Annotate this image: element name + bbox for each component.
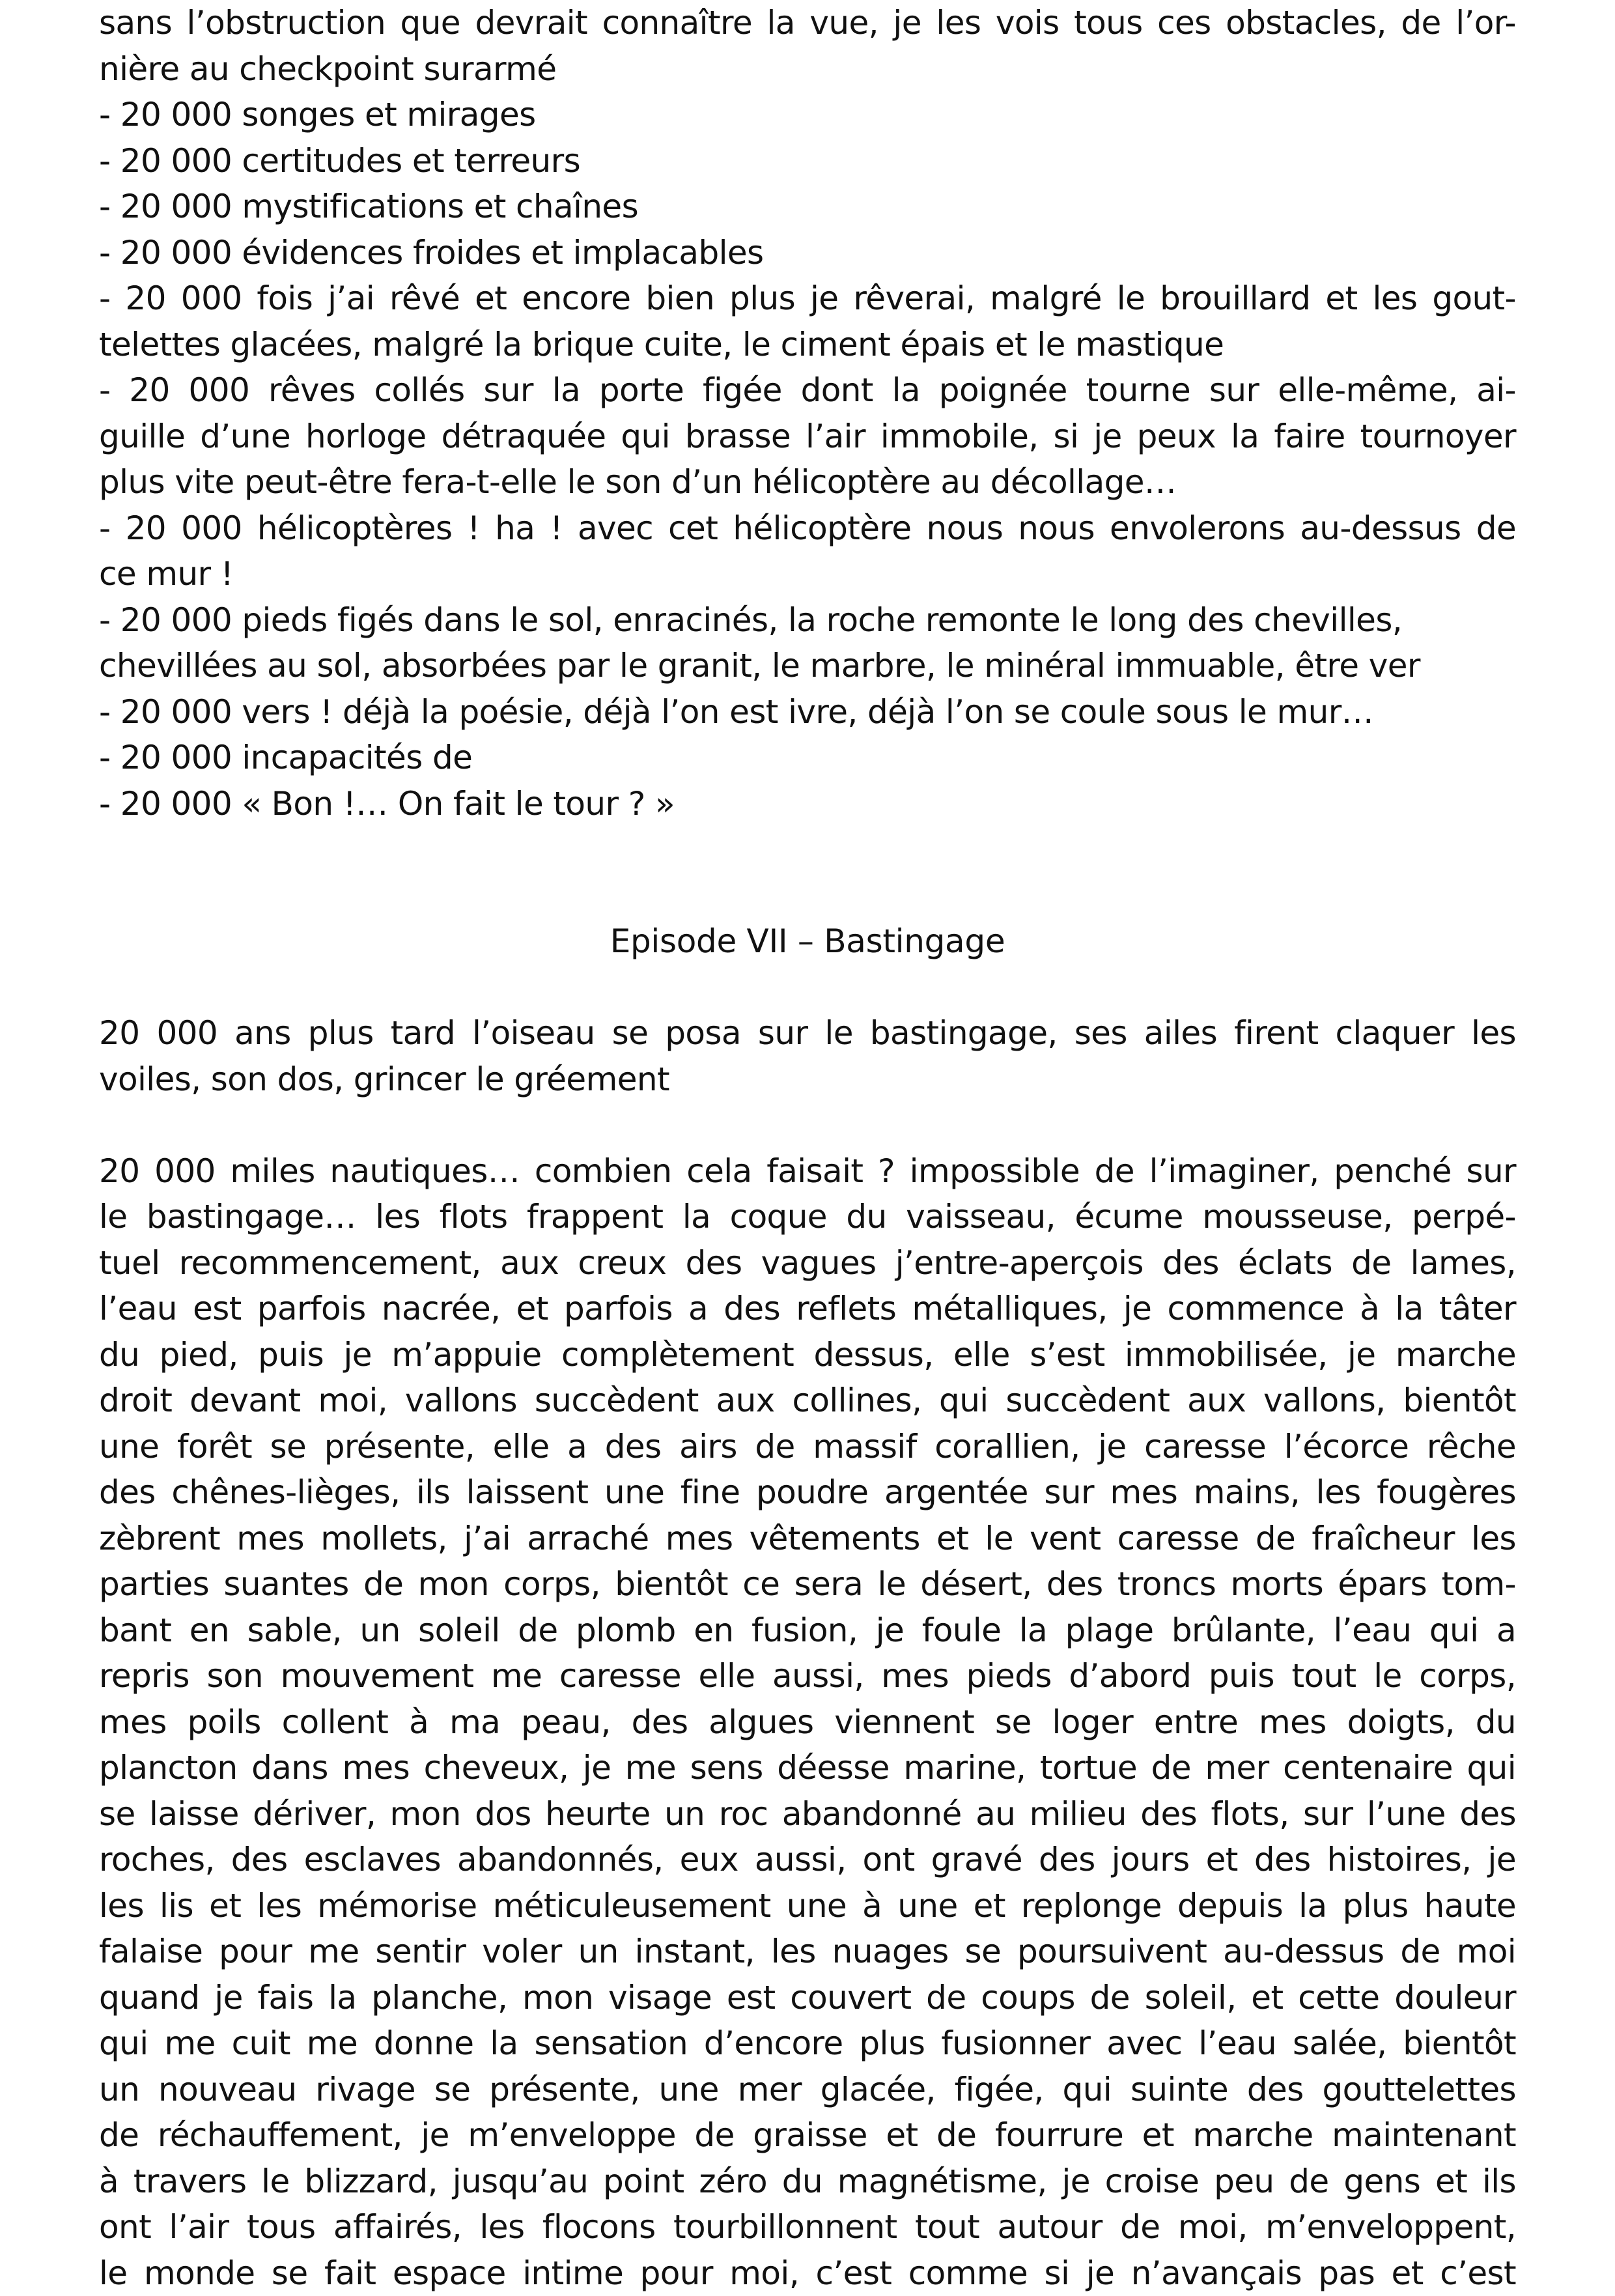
text-line: plancton dans mes cheveux, je me sens déesse marine, tortue de mer centenaire qui — [99, 1745, 1516, 1791]
text-line: guille d’une horloge détraquée qui brasse l’air immobile, si je peux la faire tournoyer — [99, 414, 1516, 460]
paragraph-spacer — [99, 1102, 1516, 1148]
paragraph-1 — [99, 1010, 1516, 1102]
text-line: sans l’obstruction que devrait connaître la vue, je les vois tous ces obstacles, de l’or- — [99, 0, 1516, 46]
text-line: roches, des esclaves abandonnés, eux aussi, ont gravé des jours et des histoires, je — [99, 1837, 1516, 1883]
list-line: - 20 000 vers ! déjà la poésie, déjà l’on est ivre, déjà l’on se coule sous le mur… — [99, 689, 1516, 735]
list-line: - 20 000 incapacités de — [99, 735, 1516, 781]
text-line: le monde se fait espace intime pour moi, c’est comme si je n’avançais pas et c’est — [99, 2250, 1516, 2296]
list-line: - 20 000 hélicoptères ! ha ! avec cet hélicoptère nous nous envolerons au-dessus de — [99, 505, 1516, 552]
text-line: le bastingage… les flots frappent la coque du vaisseau, écume mousseuse, perpé- — [99, 1194, 1516, 1240]
text-line: l’eau est parfois nacrée, et parfois a des reflets métalliques, je commence à la tâter — [99, 1286, 1516, 1332]
text-line: 20 000 miles nautiques… combien cela faisait ? impossible de l’imaginer, penché sur — [99, 1148, 1516, 1195]
text-line: des chênes-lièges, ils laissent une fine poudre argentée sur mes mains, les fougères — [99, 1469, 1516, 1516]
section-spacer — [99, 965, 1516, 1011]
text-line: droit devant moi, vallons succèdent aux collines, qui succèdent aux vallons, bientôt — [99, 1378, 1516, 1424]
section-spacer — [99, 827, 1516, 918]
text-line: un nouveau rivage se présente, une mer glacée, figée, qui suinte des gouttelettes — [99, 2067, 1516, 2113]
text-line: falaise pour me sentir voler un instant, les nuages se poursuivent au-dessus de moi — [99, 1929, 1516, 1975]
text-line: ont l’air tous affairés, les flocons tourbillonnent tout autour de moi, m’enveloppent, — [99, 2204, 1516, 2250]
list-line: - 20 000 « Bon !… On fait le tour ? » — [99, 781, 1516, 827]
text-line: quand je fais la planche, mon visage est couvert de coups de soleil, et cette douleur — [99, 1975, 1516, 2021]
text-line: bant en sable, un soleil de plomb en fusion, je foule la plage brûlante, l’eau qui a — [99, 1608, 1516, 1654]
text-line: parties suantes de mon corps, bientôt ce sera le désert, des troncs morts épars tom- — [99, 1561, 1516, 1608]
episode-title: Episode VII – Bastingage — [99, 918, 1516, 965]
list-line: - 20 000 certitudes et terreurs — [99, 138, 1516, 184]
list-line: - 20 000 fois j’ai rêvé et encore bien plus je rêverai, malgré le brouillard et les gout- — [99, 276, 1516, 322]
list-line: - 20 000 pieds figés dans le sol, enracinés, la roche remonte le long des chevilles, — [99, 597, 1516, 644]
paragraph-2 — [99, 1148, 1516, 2296]
intro-section — [99, 0, 1516, 827]
text-line: qui me cuit me donne la sensation d’encore plus fusionner avec l’eau salée, bientôt — [99, 2020, 1516, 2067]
text-line: plus vite peut-être fera-t-elle le son d’un hélicoptère au décollage… — [99, 459, 1516, 505]
text-line: mes poils collent à ma peau, des algues viennent se loger entre mes doigts, du — [99, 1699, 1516, 1746]
text-line: à travers le blizzard, jusqu’au point zéro du magnétisme, je croise peu de gens et ils — [99, 2159, 1516, 2205]
list-line: - 20 000 évidences froides et implacables — [99, 230, 1516, 276]
text-line: du pied, puis je m’appuie complètement dessus, elle s’est immobilisée, je marche — [99, 1332, 1516, 1378]
text-line: zèbrent mes mollets, j’ai arraché mes vêtements et le vent caresse de fraîcheur les — [99, 1516, 1516, 1562]
text-line: 20 000 ans plus tard l’oiseau se posa sur le bastingage, ses ailes firent claquer les — [99, 1010, 1516, 1056]
document-page — [99, 0, 1516, 2296]
text-line: nière au checkpoint surarmé — [99, 46, 1516, 92]
text-line: les lis et les mémorise méticuleusement une à une et replonge depuis la plus haute — [99, 1883, 1516, 1929]
text-line: de réchauffement, je m’enveloppe de graisse et de fourrure et marche maintenant — [99, 2112, 1516, 2159]
list-line: - 20 000 songes et mirages — [99, 92, 1516, 138]
list-line: - 20 000 mystifications et chaînes — [99, 184, 1516, 230]
text-line: voiles, son dos, grincer le gréement — [99, 1056, 1516, 1103]
text-line: tuel recommencement, aux creux des vagues j’entre-aperçois des éclats de lames, — [99, 1240, 1516, 1286]
text-line: repris son mouvement me caresse elle aussi, mes pieds d’abord puis tout le corps, — [99, 1653, 1516, 1699]
text-line: telettes glacées, malgré la brique cuite, le ciment épais et le mastique — [99, 322, 1516, 368]
text-line: ce mur ! — [99, 551, 1516, 597]
text-line: une forêt se présente, elle a des airs de massif corallien, je caresse l’écorce rêche — [99, 1424, 1516, 1470]
text-line: se laisse dériver, mon dos heurte un roc abandonné au milieu des flots, sur l’une des — [99, 1791, 1516, 1837]
text-line: chevillées au sol, absorbées par le granit, le marbre, le minéral immuable, être ver — [99, 643, 1516, 689]
list-line: - 20 000 rêves collés sur la porte figée dont la poignée tourne sur elle-même, ai- — [99, 367, 1516, 414]
